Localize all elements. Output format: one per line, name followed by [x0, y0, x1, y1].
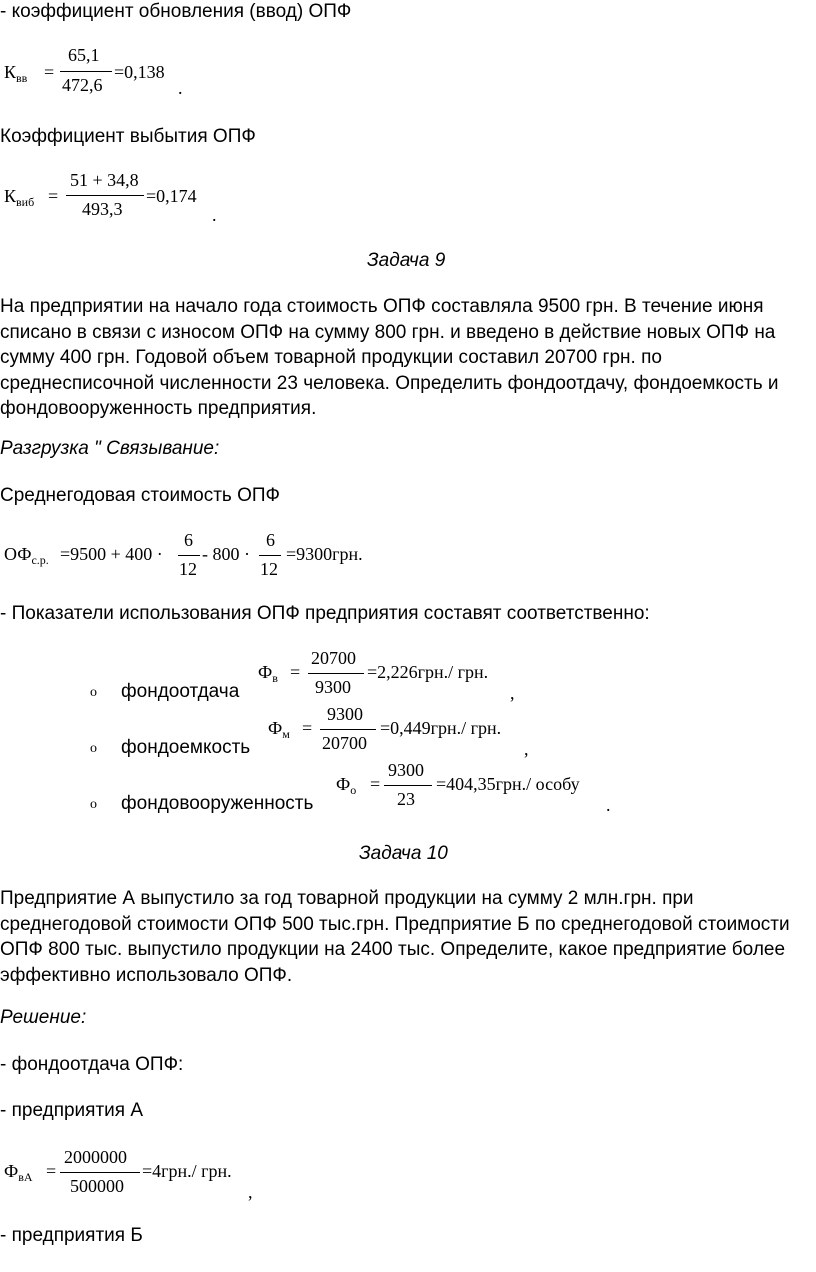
- fraction-bar: [384, 785, 432, 786]
- text-fondovooruzhennost: фондовооруженность: [121, 793, 314, 814]
- text-predpriyatiya-b: - предприятия Б: [0, 1225, 143, 1246]
- fraction-bar: [178, 555, 200, 556]
- fraction-bar: [320, 729, 376, 730]
- text-fondootdacha-opf: - фондоотдача ОПФ:: [0, 1054, 184, 1075]
- fraction-bar: [259, 555, 281, 556]
- text-predpriyatiya-a: - предприятия А: [0, 1100, 144, 1121]
- text-koef-obnovleniya: - коэффициент обновления (ввод) ОПФ: [0, 1, 352, 22]
- text-pokazateli: - Показатели использования ОПФ предприятия составят соответственно:: [0, 603, 650, 624]
- text-fondoemkost: фондоемкость: [121, 737, 251, 758]
- bullet-marker: o: [90, 741, 97, 756]
- text-fondootdacha: фондоотдача: [121, 681, 240, 702]
- razgruzka-heading: Разгрузка " Связывание:: [0, 438, 220, 459]
- task-9-heading: Задача 9: [367, 250, 446, 271]
- task-9-text: На предприятии на начало года стоимость ОПФ составляла 9500 грн. В течение июня списано в связи с износом ОПФ на сумму 800 грн. и введено в действие новых ОПФ на сумму 400 грн. Годовой объем товарной продукции составил 20700 грн. по среднесписочной численности 23 человека. Определить фондоотдачу, фондоемкость и фондовооруженность предприятия.: [0, 296, 779, 419]
- text-srednegodovaya: Среднегодовая стоимость ОПФ: [0, 485, 280, 506]
- task-10-heading: Задача 10: [359, 843, 448, 864]
- fraction-bar: [66, 195, 144, 196]
- fraction-bar: [308, 673, 364, 674]
- fraction-bar: [60, 1172, 140, 1173]
- reshenie-heading: Решение:: [0, 1007, 87, 1028]
- text-koef-vybytiya: Коэффициент выбытия ОПФ: [0, 126, 256, 147]
- bullet-marker: o: [90, 797, 97, 812]
- task-10-text: Предприятие А выпустило за год товарной продукции на сумму 2 млн.грн. при среднегодовой стоимости ОПФ 500 тыс.грн. Предприятие Б по среднегодовой стоимости ОПФ 800 тыс. выпустило продукции на 2400 тыс. Определите, какое предприятие более эффективно использовало ОПФ.: [0, 888, 790, 986]
- fraction-bar: [60, 71, 112, 72]
- bullet-marker: o: [90, 685, 97, 700]
